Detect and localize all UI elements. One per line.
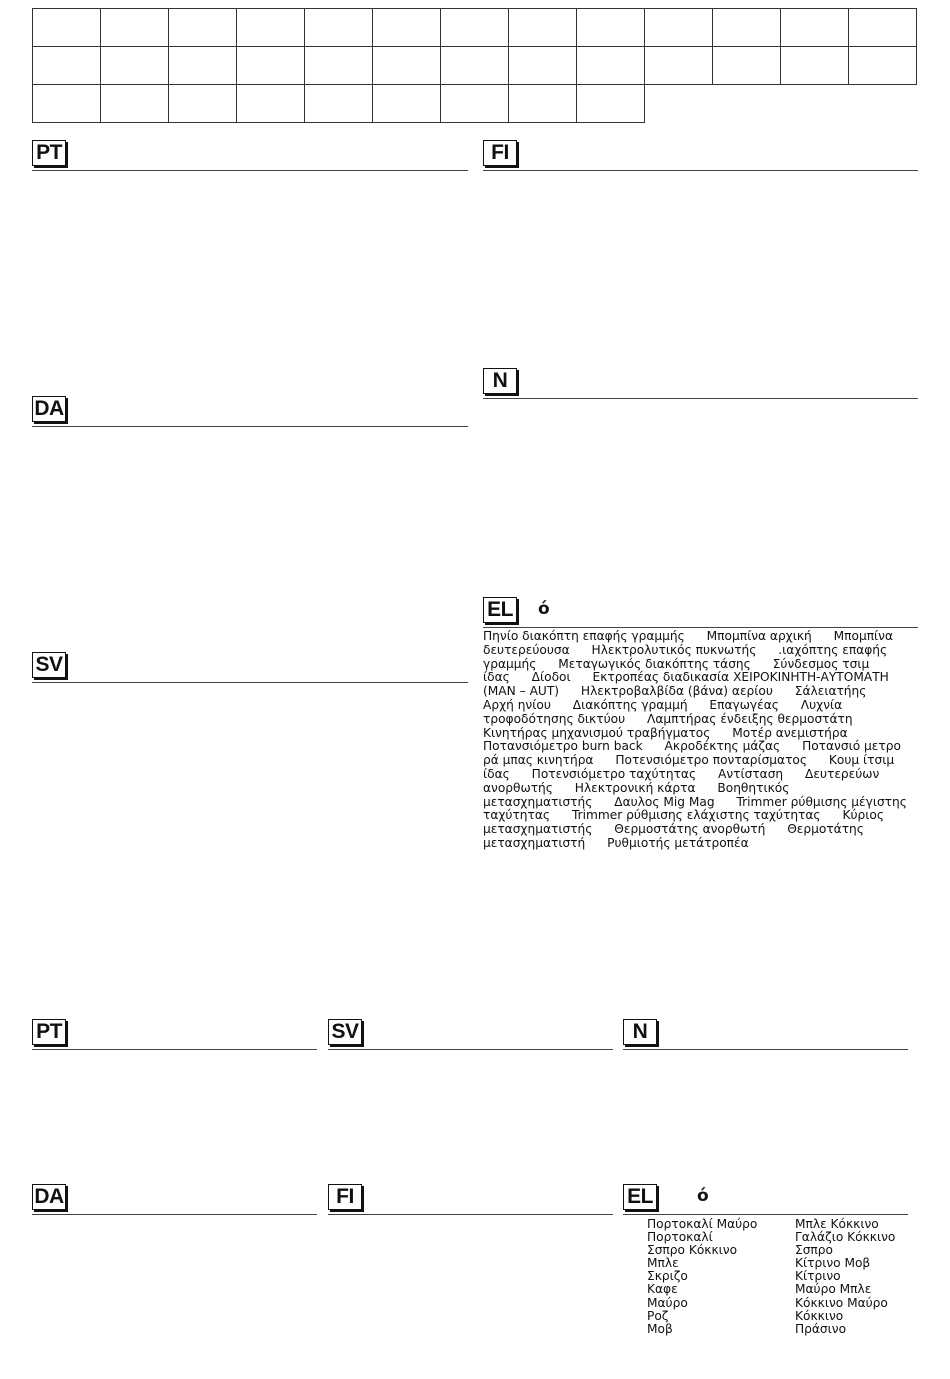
grid-cell — [713, 85, 781, 123]
grid-cell — [509, 85, 577, 123]
lower-header-n — [623, 1015, 908, 1050]
el-colors-right-column — [795, 1218, 895, 1336]
el-component-item: Εκτροπέας διαδικασία ΧΕΙΡΟΚΙΝΗΤΗ-ΑΥΤΟΜΑΤΗ (MAN – AUT) — [483, 670, 889, 699]
grid-cell — [33, 85, 101, 123]
grid-cell — [169, 47, 237, 85]
el-lower-heading-suffix: ό — [697, 1186, 709, 1206]
lower-header-pt — [32, 1015, 317, 1050]
reference-grid — [32, 8, 917, 123]
el-component-item: Θερμοστάτης ανορθωτή — [614, 822, 766, 837]
el-component-item: Κουμ ίτσιμ ίδας — [483, 753, 895, 781]
el-component-item: Ποτενσιόμετρο ταχύτητας — [531, 766, 697, 781]
el-component-item: Trimmer ρύθμισης ελάχιστης ταχύτητας — [571, 808, 821, 823]
lower-header-fi — [328, 1180, 613, 1215]
language-badge-fi-lower: FI — [328, 1184, 362, 1210]
el-color-item: Κίτρινο — [795, 1269, 841, 1284]
grid-cell — [781, 85, 849, 123]
el-component-item: Διακόπτης γραμμή — [572, 697, 688, 712]
el-component-item: Αντίσταση — [718, 766, 784, 781]
el-component-item: Μπομπίνα αρχική — [706, 629, 812, 643]
grid-cell — [645, 85, 713, 123]
el-component-item: Ρυθμιοτής μετάτροπέα — [607, 835, 749, 850]
el-component-item: Κύριος μετασχηματιστής — [483, 808, 884, 837]
grid-cell — [713, 47, 781, 85]
el-color-item: Σσπρο — [795, 1243, 833, 1258]
language-badge-sv: SV — [32, 652, 66, 678]
el-component-item: Αρχή ηνίου — [483, 697, 551, 712]
grid-cell — [441, 9, 509, 47]
language-badge-fi: FI — [483, 140, 517, 166]
grid-cell — [169, 85, 237, 123]
section-header-n — [483, 364, 918, 399]
grid-cell — [101, 47, 169, 85]
grid-cell — [577, 85, 645, 123]
lower-header-el — [623, 1180, 908, 1215]
el-colors-left-column — [647, 1218, 757, 1336]
grid-cell — [509, 9, 577, 47]
grid-cell — [101, 9, 169, 47]
el-color-item: Κόκκινο — [795, 1308, 844, 1323]
el-component-item: Δευτερεύων ανορθωτής — [483, 766, 880, 795]
grid-cell — [781, 9, 849, 47]
grid-cell — [509, 47, 577, 85]
el-color-item: Κίτρινο Μοβ — [795, 1256, 871, 1271]
language-badge-n: N — [483, 368, 517, 394]
language-badge-da-lower: DA — [32, 1184, 66, 1210]
grid-cell — [33, 9, 101, 47]
el-color-item: Γαλάζιο Κόκκινο — [795, 1230, 896, 1245]
el-color-item: Πορτοκαλί — [647, 1230, 713, 1245]
grid-row — [33, 85, 917, 123]
el-component-item: Μπομπίνα δευτερεύουσα — [483, 629, 894, 657]
grid-cell — [849, 9, 917, 47]
el-component-item: Θερμοτάτης μετασχηματιστή — [483, 822, 864, 850]
language-badge-pt: PT — [32, 140, 66, 166]
el-color-item: Πορτοκαλί Μαύρο — [647, 1217, 758, 1231]
section-header-el — [483, 593, 918, 628]
language-badge-da: DA — [32, 396, 66, 422]
el-color-item: Μπλε — [647, 1256, 679, 1271]
section-header-pt — [32, 136, 468, 171]
grid-cell — [577, 9, 645, 47]
grid-cell — [645, 47, 713, 85]
el-component-item: Κινητήρας μηχανισμού τραβήγματος — [483, 725, 711, 740]
el-component-item: Δίοδοι — [531, 670, 571, 685]
grid-cell — [645, 9, 713, 47]
el-component-item: Ηλεκτρολυτικός πυκνωτής — [591, 642, 757, 657]
grid-cell — [305, 47, 373, 85]
lower-header-sv — [328, 1015, 613, 1050]
grid-cell — [849, 47, 917, 85]
el-color-item: Καφε — [647, 1282, 678, 1297]
el-color-item: Μαύρο — [647, 1295, 688, 1310]
language-badge-el: EL — [483, 597, 517, 623]
grid-cell — [373, 85, 441, 123]
el-component-item: Βοηθητικός μετασχηματιστής — [483, 780, 790, 809]
el-component-list — [483, 630, 917, 851]
grid-cell — [781, 47, 849, 85]
el-component-item: Σάλειατήης — [794, 684, 867, 699]
el-component-item: Λυχνία τροφοδότησης δικτύου — [483, 697, 843, 726]
section-header-fi — [483, 136, 918, 171]
grid-cell — [577, 47, 645, 85]
section-header-sv — [32, 648, 468, 683]
el-component-item: Ηλεκτρονική κάρτα — [574, 780, 696, 795]
el-component-item: Ακροδέκτης μάζας — [664, 739, 781, 754]
language-badge-pt-lower: PT — [32, 1019, 66, 1045]
grid-row — [33, 47, 917, 85]
grid-cell — [237, 9, 305, 47]
grid-cell — [101, 85, 169, 123]
el-component-item: Μοτέρ ανεμιστήρα — [732, 725, 848, 740]
grid-cell — [441, 47, 509, 85]
el-color-item: Πράσινο — [795, 1321, 847, 1336]
grid-cell — [373, 9, 441, 47]
grid-cell — [305, 85, 373, 123]
el-component-item: Δαυλος Mig Mag — [614, 794, 715, 809]
grid-cell — [373, 47, 441, 85]
el-component-item: Trimmer ρύθμισης μέγιστης ταχύτητας — [483, 794, 907, 823]
grid-cell — [713, 9, 781, 47]
language-badge-n-lower: N — [623, 1019, 657, 1045]
el-color-item: Μπλε Κόκκινο — [795, 1217, 879, 1231]
el-component-item: Λαμπτήρας ένδειξης θερμοστάτη — [647, 711, 853, 726]
el-component-item: Ηλεκτροβαλβίδα (βάνα) αερίου — [580, 684, 773, 699]
el-color-item: Μοβ — [647, 1321, 673, 1336]
el-color-item: Σκριζο — [647, 1269, 688, 1284]
language-badge-el-lower: EL — [623, 1184, 657, 1210]
el-component-item: Ποτανσιόμετρο burn back — [483, 739, 643, 754]
el-heading-suffix: ό — [538, 599, 550, 619]
grid-row — [33, 9, 917, 47]
el-component-item: .ιαχόπτης επαφής γραμμής — [483, 642, 888, 671]
grid-cell — [33, 47, 101, 85]
el-color-item: Μαύρο Μπλε — [795, 1282, 872, 1297]
el-component-item: Σύνδεσμος τσιμ ίδας — [483, 656, 870, 685]
grid-cell — [237, 47, 305, 85]
el-component-item: Ποτενσιόμετρο πονταρίσματος — [615, 753, 808, 768]
lower-header-da — [32, 1180, 317, 1215]
grid-cell — [849, 85, 917, 123]
el-component-item: Πηνίο διακόπτη επαφής γραμμής — [483, 629, 685, 643]
grid-cell — [237, 85, 305, 123]
grid-cell — [169, 9, 237, 47]
el-component-item: Επαγωγέας — [709, 697, 779, 712]
language-badge-sv-lower: SV — [328, 1019, 362, 1045]
grid-cell — [441, 85, 509, 123]
grid-cell — [305, 9, 373, 47]
section-header-da — [32, 392, 468, 427]
el-component-item: Ποτανσιό μετρο ρά μπας κινητήρα — [483, 739, 901, 768]
el-color-item: Κόκκινο Μαύρο — [795, 1295, 888, 1310]
el-component-item: Μεταγωγικός διακόπτης τάσης — [558, 656, 751, 671]
el-color-item: Ροζ — [647, 1308, 669, 1323]
el-color-item: Σσπρο Κόκκινο — [647, 1243, 738, 1258]
